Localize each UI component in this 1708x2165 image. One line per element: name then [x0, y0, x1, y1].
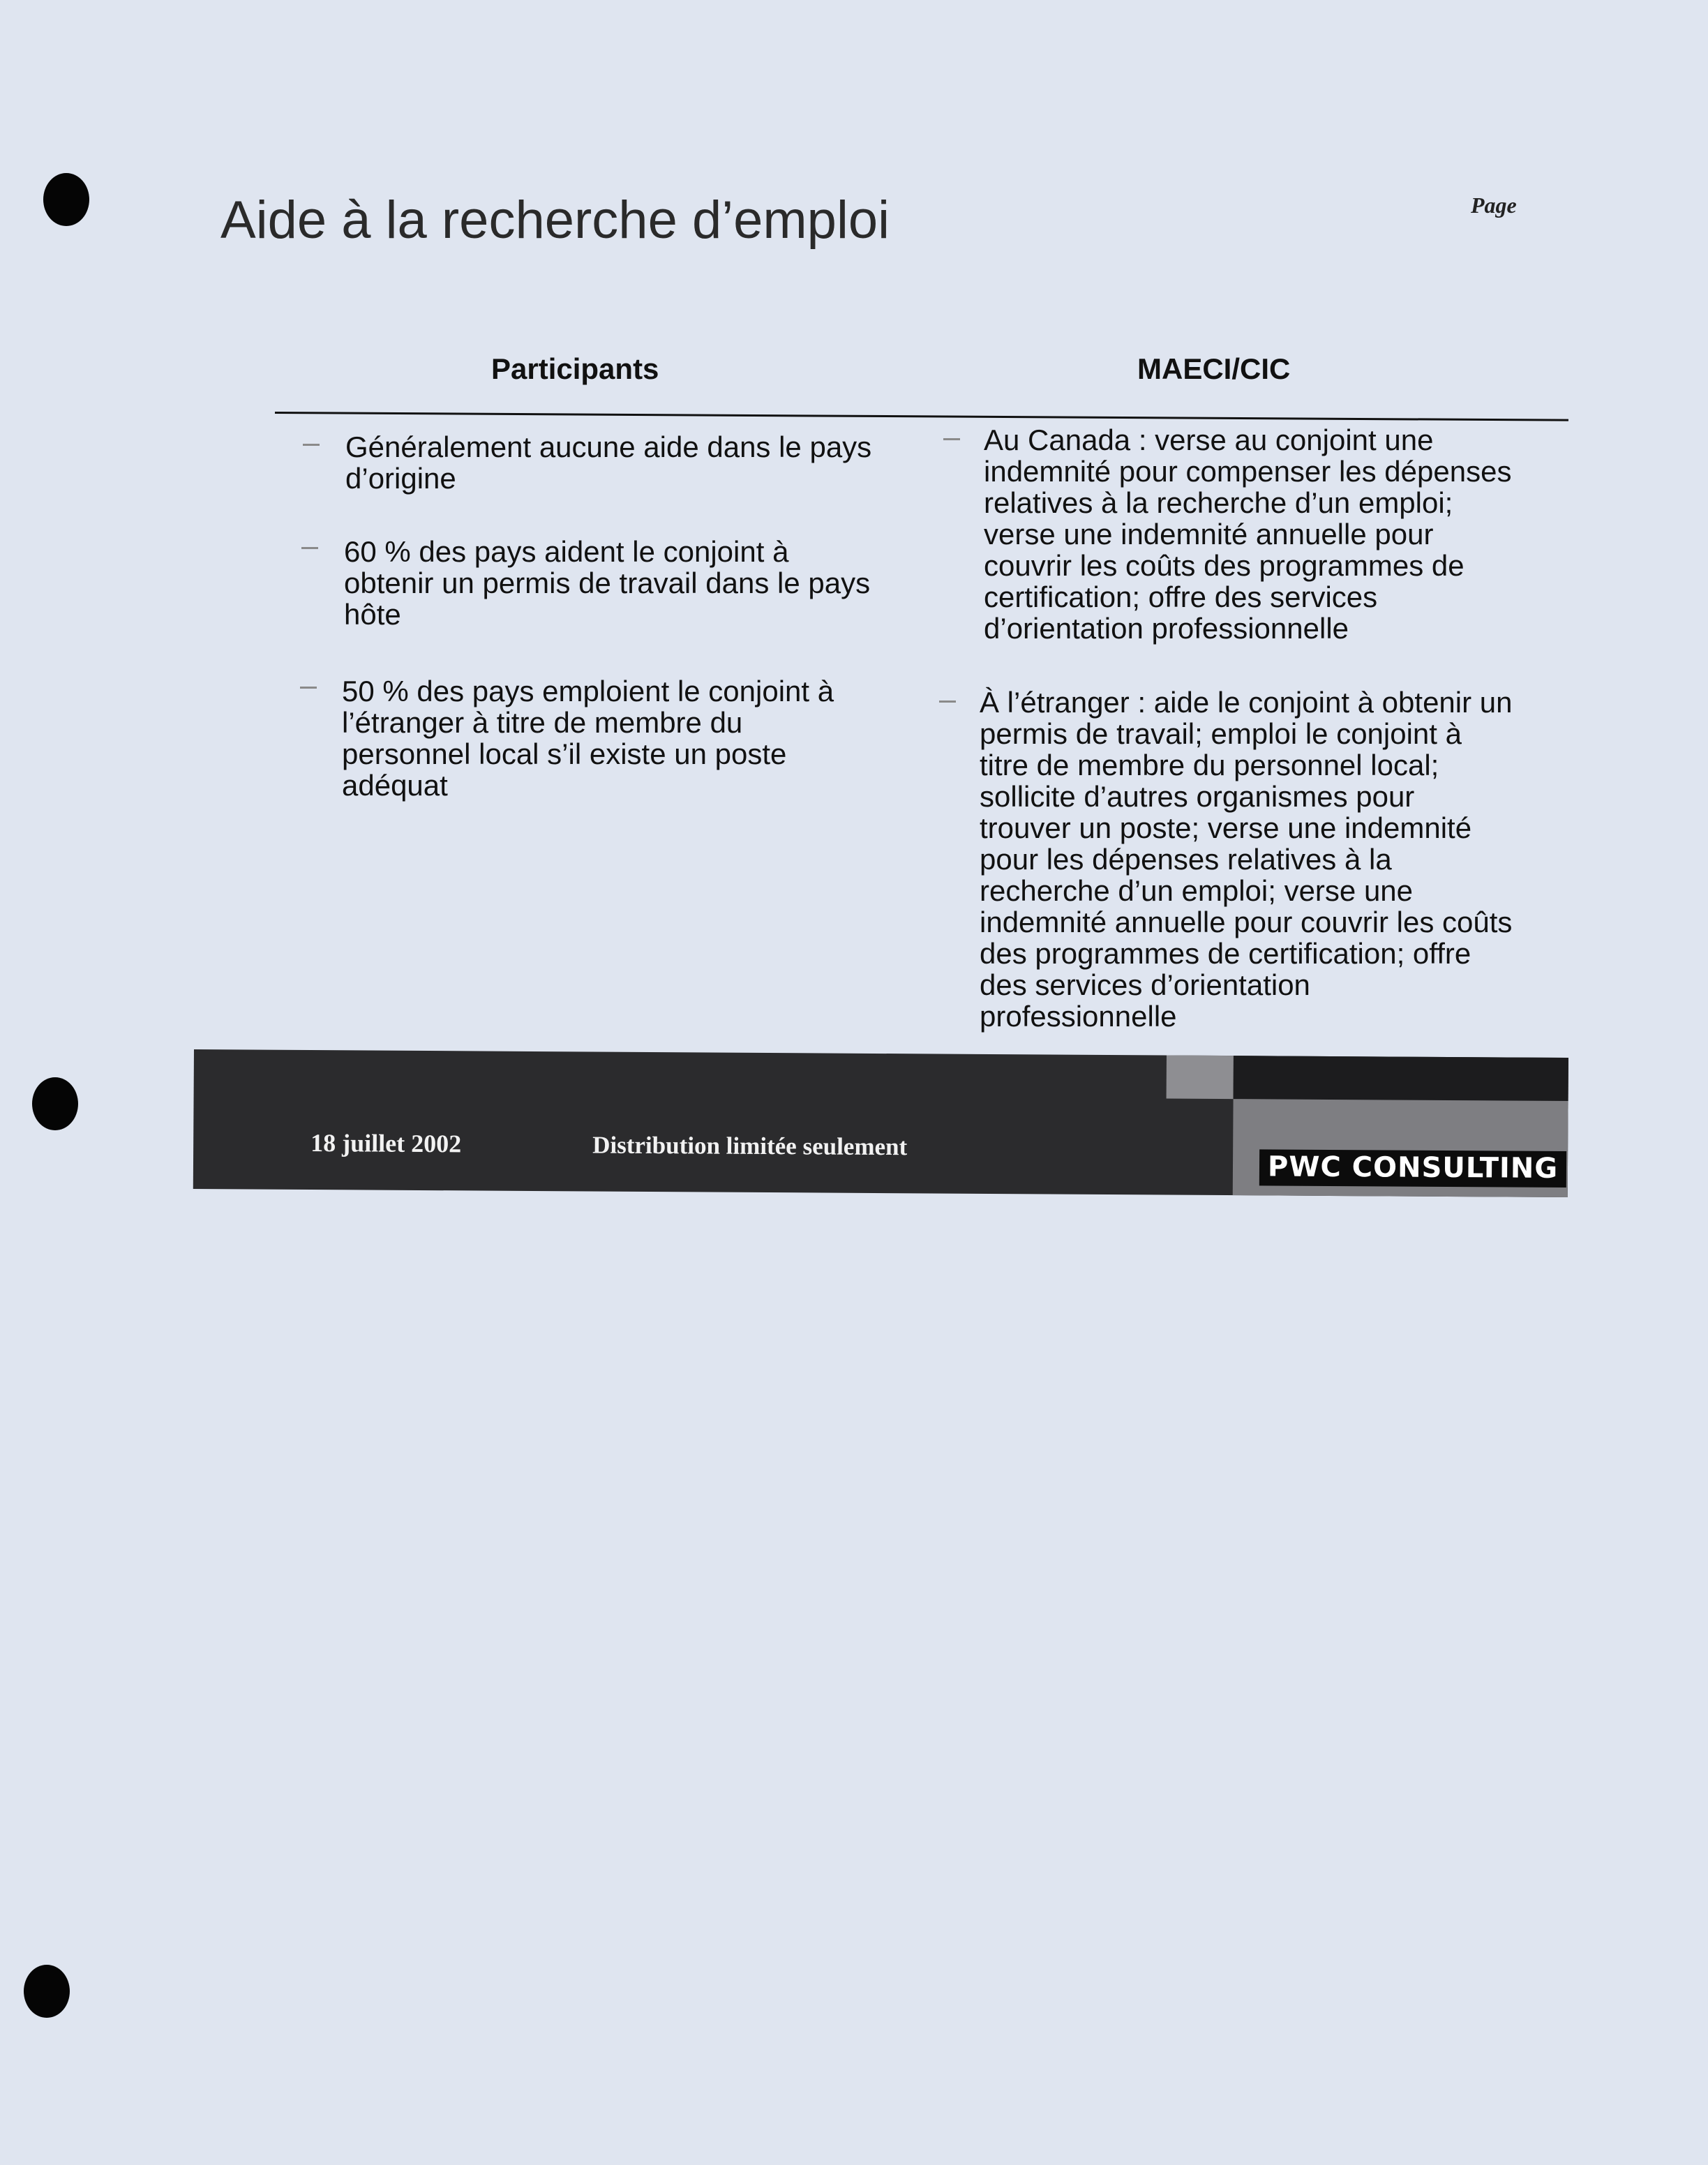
- text-line: recherche d’un emploi; verse une: [980, 874, 1414, 907]
- maeci-item-2: [980, 687, 1513, 1032]
- bullet-dash-icon: [300, 687, 317, 689]
- text-line: d’orientation professionnelle: [984, 612, 1349, 645]
- text-line: couvrir les coûts des programmes de: [984, 549, 1464, 582]
- participants-item-1: [345, 431, 871, 494]
- punch-hole-bottom: [24, 1965, 70, 2018]
- text-line: titre de membre du personnel local;: [980, 749, 1439, 781]
- text-line: hôte: [344, 598, 401, 631]
- text-line: personnel local s’il existe un poste: [342, 737, 787, 770]
- participants-item-3: [342, 675, 834, 801]
- text-line: 50 % des pays emploient le conjoint à: [342, 675, 834, 707]
- text-line: indemnité annuelle pour couvrir les coûts: [980, 906, 1513, 938]
- text-line: sollicite d’autres organismes pour: [980, 780, 1415, 813]
- punch-hole-middle: [32, 1077, 78, 1130]
- text-line: obtenir un permis de travail dans le pays: [344, 567, 871, 599]
- text-line: verse une indemnité annuelle pour: [984, 518, 1434, 550]
- footer-band: [193, 1049, 1568, 1197]
- punch-hole-top: [43, 173, 89, 226]
- text-line: l’étranger à titre de membre du: [342, 706, 743, 739]
- text-line: permis de travail; emploi le conjoint à: [980, 717, 1462, 750]
- footer-dark-block: [1234, 1056, 1568, 1101]
- text-line: Au Canada : verse au conjoint une: [984, 424, 1434, 456]
- text-line: relatives à la recherche d’un emploi;: [984, 486, 1453, 519]
- text-line: des programmes de certification; offre: [980, 937, 1471, 970]
- text-line: professionnelle: [980, 1000, 1177, 1033]
- pwc-consulting-logo: PWC CONSULTING: [1259, 1149, 1566, 1188]
- text-line: des services d’orientation: [980, 968, 1310, 1001]
- page-label: Page: [1471, 193, 1517, 218]
- text-line: trouver un poste; verse une indemnité: [980, 811, 1472, 844]
- maeci-item-1: [984, 424, 1511, 644]
- page-title: Aide à la recherche d’emploi: [220, 190, 890, 250]
- footer-date: 18 juillet 2002: [310, 1129, 462, 1158]
- footer-distribution-note: Distribution limitée seulement: [592, 1131, 908, 1161]
- bullet-dash-icon: [939, 701, 956, 703]
- column-header-maeci-cic: MAECI/CIC: [1137, 352, 1291, 385]
- text-line: pour les dépenses relatives à la: [980, 843, 1392, 876]
- bullet-dash-icon: [301, 547, 318, 549]
- header-rule: [275, 412, 1568, 421]
- participants-item-2: [344, 536, 870, 630]
- footer-accent-block: [1167, 1056, 1234, 1100]
- text-line: À l’étranger : aide le conjoint à obtenir un: [980, 686, 1513, 719]
- text-line: certification; offre des services: [984, 580, 1378, 613]
- text-line: indemnité pour compenser les dépenses: [984, 455, 1512, 488]
- text-line: d’origine: [345, 462, 456, 495]
- bullet-dash-icon: [943, 438, 960, 440]
- text-line: Généralement aucune aide dans le pays: [345, 430, 872, 463]
- bullet-dash-icon: [303, 444, 320, 446]
- text-line: 60 % des pays aident le conjoint à: [344, 535, 789, 568]
- text-line: adéquat: [342, 769, 448, 802]
- column-header-participants: Participants: [491, 352, 659, 385]
